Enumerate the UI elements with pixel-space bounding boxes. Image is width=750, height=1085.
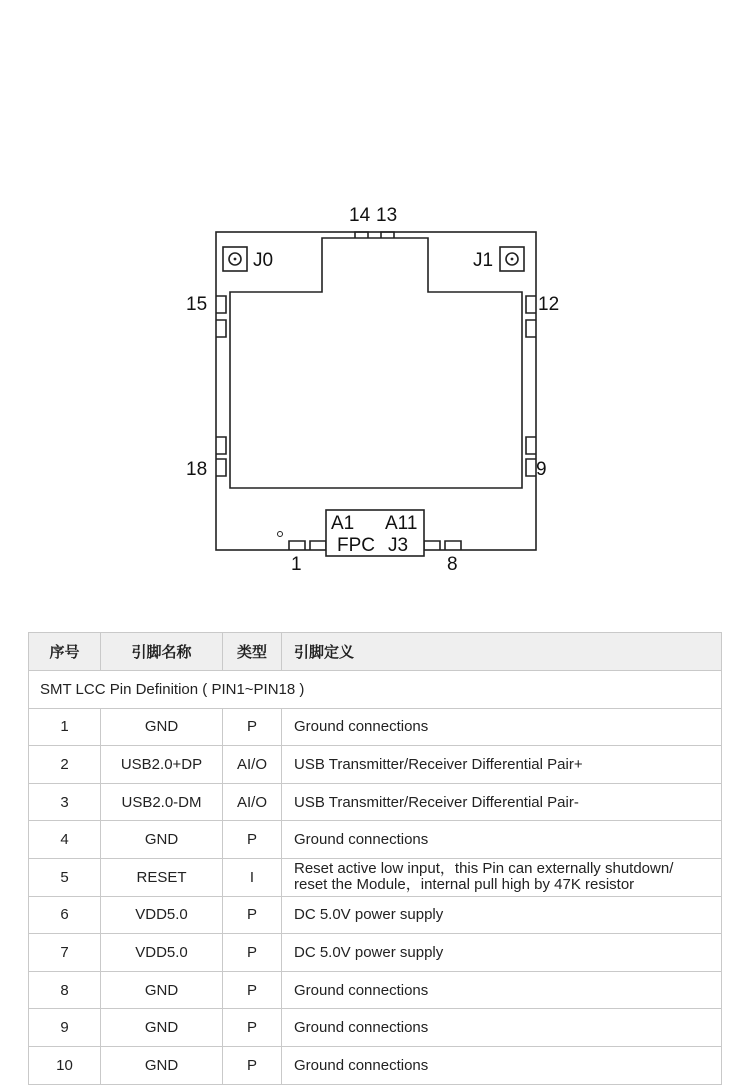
cell-type: P [223, 1046, 282, 1084]
cell-no: 5 [29, 858, 101, 896]
pad-9 [526, 459, 536, 476]
header-definition: 引脚定义 [282, 633, 722, 671]
cell-pin-name: RESET [101, 858, 223, 896]
table-header-row [29, 633, 722, 671]
cell-type: P [223, 821, 282, 859]
section-row [29, 671, 722, 709]
cell-type: P [223, 971, 282, 1009]
pad-label-8: 8 [447, 554, 458, 575]
table-row [29, 821, 722, 859]
definition-line-2: reset the Module，internal pull high by 47K resistor [294, 876, 635, 894]
connector-label-a1: A1 [331, 513, 355, 534]
cell-no: 7 [29, 934, 101, 972]
pad-11 [526, 320, 536, 337]
pad-8 [445, 541, 461, 550]
cell-no: 2 [29, 746, 101, 784]
cell-no: 10 [29, 1046, 101, 1084]
cell-pin-name: USB2.0+DP [101, 746, 223, 784]
cell-type: AI/O [223, 783, 282, 821]
cell-type: P [223, 1009, 282, 1047]
cell-type: P [223, 896, 282, 934]
cell-pin-name: GND [101, 1046, 223, 1084]
pad-7 [424, 541, 440, 550]
cell-pin-name: VDD5.0 [101, 896, 223, 934]
cell-definition: DC 5.0V power supply [282, 896, 722, 934]
cell-definition: DC 5.0V power supply [282, 934, 722, 972]
cell-definition: Ground connections [282, 1009, 722, 1047]
cell-definition: USB Transmitter/Receiver Differential Pair+ [282, 746, 722, 784]
cell-no: 3 [29, 783, 101, 821]
cell-definition: Ground connections [282, 1046, 722, 1084]
table-row [29, 783, 722, 821]
cell-type: P [223, 708, 282, 746]
cell-no: 9 [29, 1009, 101, 1047]
table-row [29, 896, 722, 934]
cell-pin-name: GND [101, 708, 223, 746]
cell-pin-name: GND [101, 971, 223, 1009]
board-outline [216, 232, 536, 550]
pad-2 [310, 541, 326, 550]
connector-label-a11: A11 [385, 513, 418, 534]
pad-12 [526, 296, 536, 313]
header-type: 类型 [223, 633, 282, 671]
table-row [29, 934, 722, 972]
pad-16 [216, 320, 226, 337]
connector-label-j1: J1 [473, 250, 494, 271]
pad-10 [526, 437, 536, 454]
cell-definition: Ground connections [282, 821, 722, 859]
cell-pin-name: GND [101, 821, 223, 859]
pad-17 [216, 437, 226, 454]
table-row [29, 1046, 722, 1084]
cell-no: 4 [29, 821, 101, 859]
cell-no: 1 [29, 708, 101, 746]
cell-definition: Ground connections [282, 708, 722, 746]
cell-pin-name: VDD5.0 [101, 934, 223, 972]
pad-14 [355, 232, 368, 238]
connector-label-j3: J3 [388, 535, 409, 556]
table-row [29, 971, 722, 1009]
cell-definition: USB Transmitter/Receiver Differential Pair- [282, 783, 722, 821]
pad-label-15: 15 [186, 294, 208, 315]
cell-pin-name: GND [101, 1009, 223, 1047]
header-pin-name: 引脚名称 [101, 633, 223, 671]
j0-center-dot [234, 258, 237, 261]
pin1-marker [278, 532, 283, 537]
cell-type: I [223, 858, 282, 896]
pad-label-9: 9 [536, 459, 547, 480]
cell-type: AI/O [223, 746, 282, 784]
section-title: SMT LCC Pin Definition ( PIN1~PIN18 ) [29, 671, 722, 709]
cell-pin-name: USB2.0-DM [101, 783, 223, 821]
shield-outline [230, 238, 522, 488]
table-row [29, 708, 722, 746]
pad-label-12: 12 [538, 294, 560, 315]
connector-label-j0: J0 [253, 250, 274, 271]
cell-no: 6 [29, 896, 101, 934]
connector-label-fpc: FPC [337, 535, 375, 556]
cell-type: P [223, 934, 282, 972]
cell-no: 8 [29, 971, 101, 1009]
pad-label-13: 13 [376, 205, 398, 226]
table-row [29, 746, 722, 784]
table-row [29, 1009, 722, 1047]
pad-18 [216, 459, 226, 476]
table-row [29, 858, 722, 896]
definition-line-1: Reset active low input，this Pin can externally shutdown/ [294, 860, 674, 878]
header-no: 序号 [29, 633, 101, 671]
pin-definition-table [28, 632, 722, 1085]
j1-center-dot [511, 258, 514, 261]
pad-15 [216, 296, 226, 313]
cell-definition [282, 858, 722, 896]
pad-label-1: 1 [291, 554, 302, 575]
pad-1 [289, 541, 305, 550]
pad-13 [381, 232, 394, 238]
pad-label-18: 18 [186, 459, 208, 480]
pad-label-14: 14 [349, 205, 371, 226]
cell-definition: Ground connections [282, 971, 722, 1009]
